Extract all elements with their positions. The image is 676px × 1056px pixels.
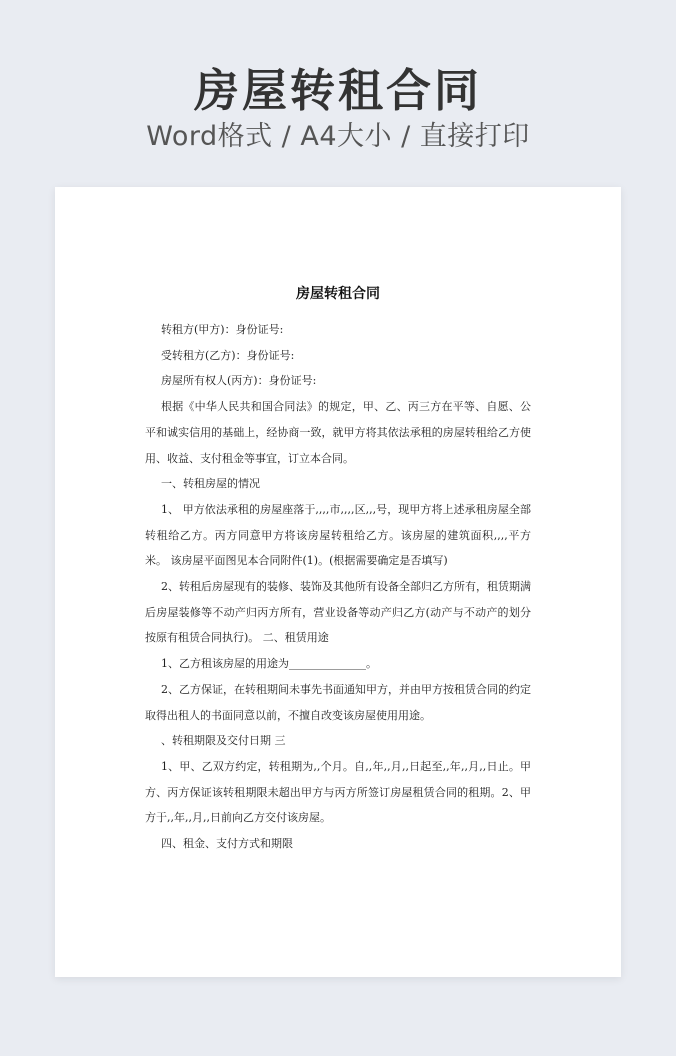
document-page [55,187,621,977]
party-b-line: 受转租方(乙方)：身份证号: [161,348,295,362]
document-title: 房屋转租合同 [296,286,380,302]
clause-paragraph: 2、乙方保证，在转租期间未事先书面通知甲方，并由甲方按租赁合同的约定取得出租人的书面同意以前，不擅自改变该房屋使用用途。 [145,682,531,722]
section-heading-property: 一、转租房屋的情况 [161,477,260,491]
party-c-line: 房屋所有权人(丙方)：身份证号: [161,374,317,388]
party-a-line: 转租方(甲方)：身份证号: [161,323,284,336]
document-body [145,317,531,857]
clause-paragraph: 1、甲、乙双方约定，转租期为,,个月。自,,年,,月,,日起至,,年,,月,,日止。甲方、丙方保证该转租期限未超出甲方与丙方所签订房屋租赁合同的租期。2、甲方于,,年,,月,,日前向乙方交付该房屋。 [145,759,531,825]
clause-paragraph: 1、乙方租该房屋的用途为______________。 [161,657,377,671]
page-title: 房屋转租合同 [193,64,482,117]
clause-paragraph: 1、 甲方依法承租的房屋座落于,,,,市,,,,区,,,号，现甲方将上述承租房屋全部转租给乙方。丙方同意甲方将该房屋转租给乙方。该房屋的建筑面积,,,,平方米。 该房屋平面图见本合同附件(1)。(根据需要确定是否填写) [145,502,531,568]
clause-paragraph: 2、转租后房屋现有的装修、装饰及其他所有设备全部归乙方所有，租赁期满后房屋装修等不动产归丙方所有，营业设备等动产归乙方(动产与不动产的划分按原有租赁合同执行)。 二、租赁用途 [145,580,531,645]
section-heading-rent: 四、租金、支付方式和期限 [161,837,293,851]
page-subtitle: Word格式 / A4大小 / 直接打印 [146,121,530,152]
section-heading-term: 、转租期限及交付日期 三 [161,734,286,748]
preamble-paragraph: 根据《中华人民共和国合同法》的规定，甲、乙、丙三方在平等、自愿、公平和诚实信用的基础上，经协商一致，就甲方将其依法承租的房屋转租给乙方使用、收益、支付租金等事宜，订立本合同。 [145,400,531,465]
